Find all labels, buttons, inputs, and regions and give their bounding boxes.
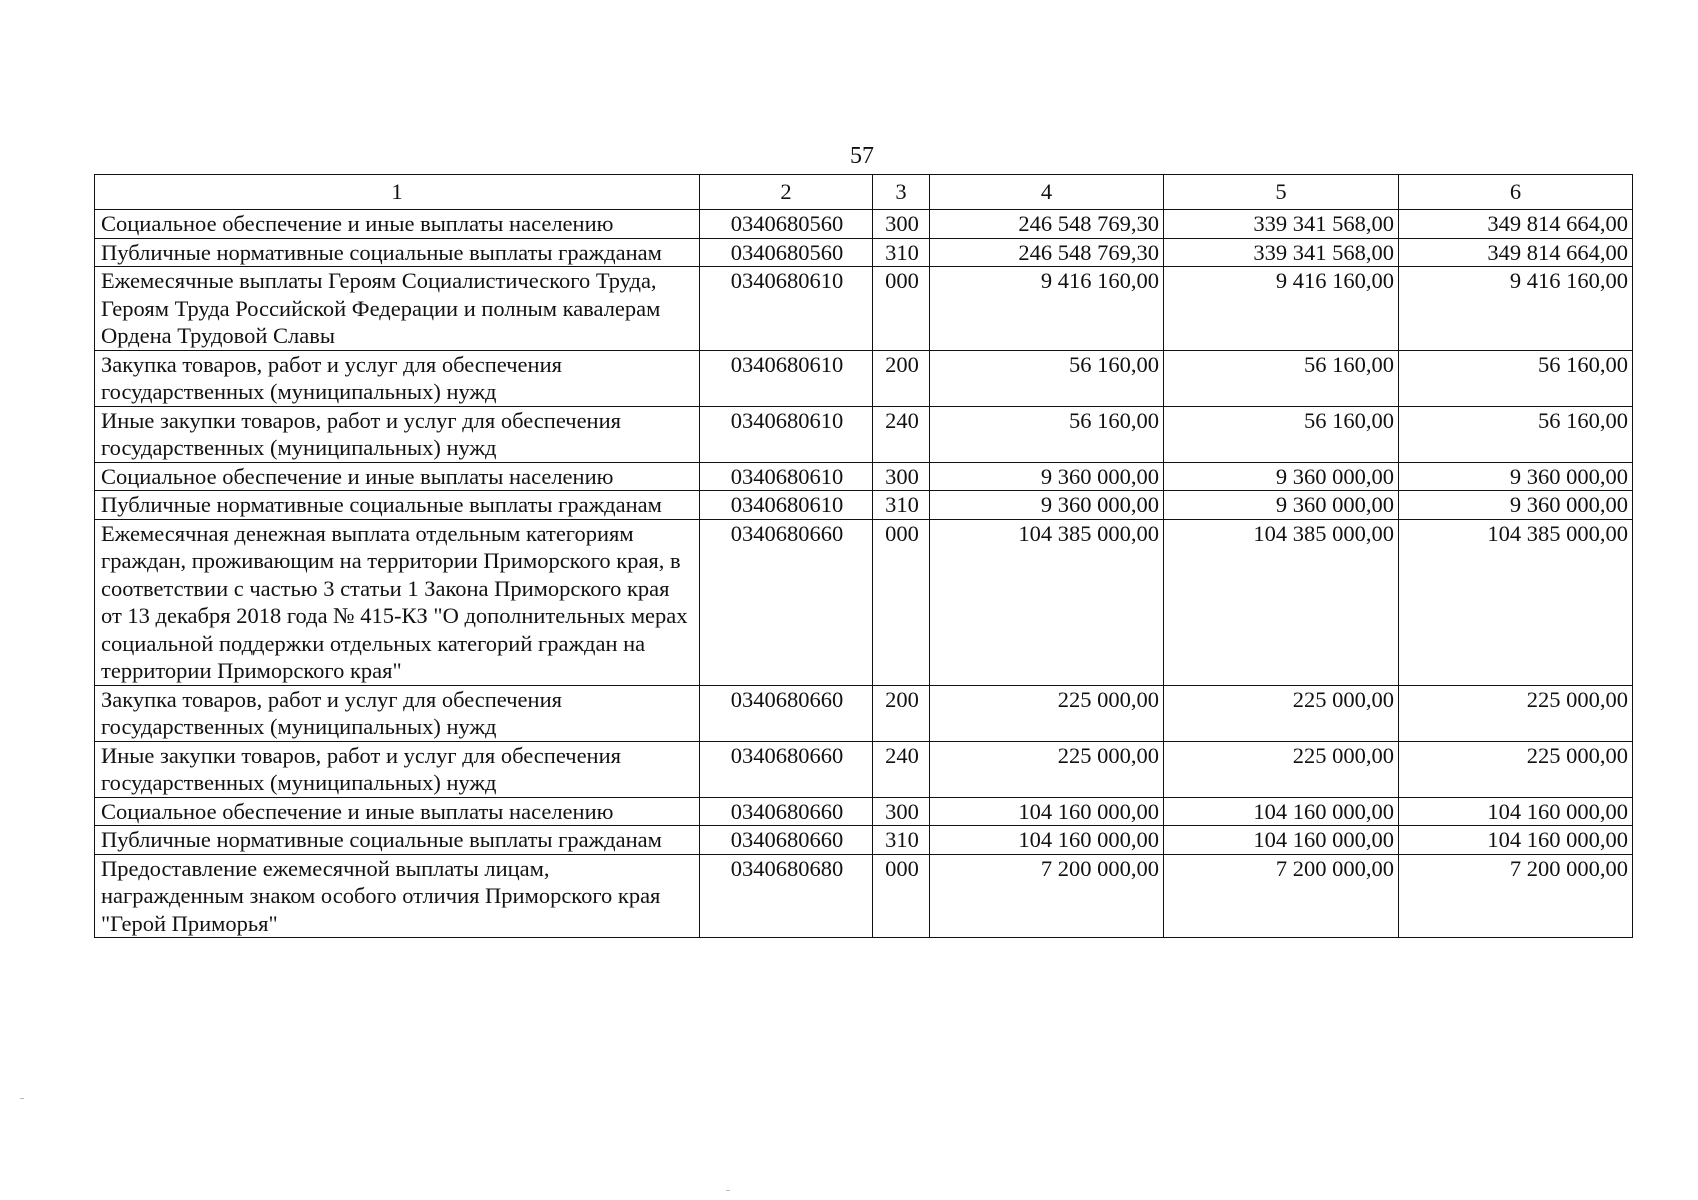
table-row xyxy=(95,462,1633,491)
amount-column-5: 56 160,00 xyxy=(1164,350,1399,406)
expense-type-code: 300 xyxy=(873,462,930,491)
budget-table-body xyxy=(95,175,1633,938)
expense-type-code: 240 xyxy=(873,741,930,797)
column-header-2: 2 xyxy=(700,175,873,210)
amount-column-5: 225 000,00 xyxy=(1164,741,1399,797)
amount-column-6: 349 814 664,00 xyxy=(1399,238,1633,267)
target-article-code: 0340680660 xyxy=(700,685,873,741)
expense-name: Публичные нормативные социальные выплаты гражданам xyxy=(95,491,700,520)
amount-column-4: 225 000,00 xyxy=(930,685,1164,741)
amount-column-6: 104 160 000,00 xyxy=(1399,797,1633,826)
target-article-code: 0340680680 xyxy=(700,854,873,938)
table-row xyxy=(95,854,1633,938)
table-row xyxy=(95,826,1633,855)
amount-column-5: 104 160 000,00 xyxy=(1164,797,1399,826)
amount-column-5: 9 416 160,00 xyxy=(1164,267,1399,351)
table-row xyxy=(95,491,1633,520)
scan-speck xyxy=(20,1098,24,1099)
amount-column-5: 56 160,00 xyxy=(1164,406,1399,462)
column-header-5: 5 xyxy=(1164,175,1399,210)
table-row xyxy=(95,210,1633,239)
expense-name: Социальное обеспечение и иные выплаты населению xyxy=(95,462,700,491)
target-article-code: 0340680660 xyxy=(700,741,873,797)
expense-name: Ежемесячная денежная выплата отдельным категориям граждан, проживающим на территории Приморского края, в соответствии с частью 3 статьи 1 Закона Приморского края от 13 декабря 2018 года № 415-КЗ "О дополнительных мерах социальной поддержки отдельных категорий граждан на территории Приморского края" xyxy=(95,519,700,685)
amount-column-4: 246 548 769,30 xyxy=(930,238,1164,267)
amount-column-4: 9 360 000,00 xyxy=(930,462,1164,491)
table-row xyxy=(95,238,1633,267)
amount-column-4: 56 160,00 xyxy=(930,350,1164,406)
column-header-6: 6 xyxy=(1399,175,1633,210)
amount-column-6: 104 385 000,00 xyxy=(1399,519,1633,685)
expense-type-code: 300 xyxy=(873,797,930,826)
page-number: 57 xyxy=(850,143,874,169)
expense-name: Закупка товаров, работ и услуг для обеспечения государственных (муниципальных) нужд xyxy=(95,350,700,406)
amount-column-5: 339 341 568,00 xyxy=(1164,238,1399,267)
expense-type-code: 000 xyxy=(873,854,930,938)
amount-column-6: 104 160 000,00 xyxy=(1399,826,1633,855)
amount-column-5: 9 360 000,00 xyxy=(1164,491,1399,520)
amount-column-4: 7 200 000,00 xyxy=(930,854,1164,938)
target-article-code: 0340680660 xyxy=(700,826,873,855)
amount-column-6: 225 000,00 xyxy=(1399,685,1633,741)
table-row xyxy=(95,406,1633,462)
expense-type-code: 310 xyxy=(873,826,930,855)
target-article-code: 0340680660 xyxy=(700,797,873,826)
expense-name: Публичные нормативные социальные выплаты гражданам xyxy=(95,238,700,267)
column-header-4: 4 xyxy=(930,175,1164,210)
expense-type-code: 000 xyxy=(873,267,930,351)
column-header-3: 3 xyxy=(873,175,930,210)
target-article-code: 0340680610 xyxy=(700,462,873,491)
expense-name: Ежемесячные выплаты Героям Социалистического Труда, Героям Труда Российской Федерации и полным кавалерам Ордена Трудовой Славы xyxy=(95,267,700,351)
target-article-code: 0340680560 xyxy=(700,238,873,267)
target-article-code: 0340680560 xyxy=(700,210,873,239)
amount-column-6: 7 200 000,00 xyxy=(1399,854,1633,938)
scan-speck xyxy=(726,1190,730,1191)
expense-type-code: 310 xyxy=(873,238,930,267)
amount-column-5: 7 200 000,00 xyxy=(1164,854,1399,938)
target-article-code: 0340680610 xyxy=(700,267,873,351)
table-row xyxy=(95,741,1633,797)
table-row xyxy=(95,350,1633,406)
expense-type-code: 240 xyxy=(873,406,930,462)
amount-column-5: 9 360 000,00 xyxy=(1164,462,1399,491)
amount-column-4: 9 416 160,00 xyxy=(930,267,1164,351)
amount-column-6: 225 000,00 xyxy=(1399,741,1633,797)
amount-column-5: 339 341 568,00 xyxy=(1164,210,1399,239)
expense-type-code: 200 xyxy=(873,350,930,406)
expense-name: Закупка товаров, работ и услуг для обеспечения государственных (муниципальных) нужд xyxy=(95,685,700,741)
target-article-code: 0340680610 xyxy=(700,350,873,406)
expense-name: Социальное обеспечение и иные выплаты населению xyxy=(95,797,700,826)
amount-column-4: 104 160 000,00 xyxy=(930,826,1164,855)
amount-column-4: 56 160,00 xyxy=(930,406,1164,462)
amount-column-6: 349 814 664,00 xyxy=(1399,210,1633,239)
amount-column-5: 104 385 000,00 xyxy=(1164,519,1399,685)
table-row xyxy=(95,685,1633,741)
amount-column-4: 225 000,00 xyxy=(930,741,1164,797)
target-article-code: 0340680660 xyxy=(700,519,873,685)
table-row xyxy=(95,519,1633,685)
budget-table xyxy=(94,174,1633,938)
amount-column-5: 225 000,00 xyxy=(1164,685,1399,741)
expense-name: Предоставление ежемесячной выплаты лицам, награжденным знаком особого отличия Приморского края "Герой Приморья" xyxy=(95,854,700,938)
amount-column-5: 104 160 000,00 xyxy=(1164,826,1399,855)
amount-column-4: 104 160 000,00 xyxy=(930,797,1164,826)
table-row xyxy=(95,267,1633,351)
expense-type-code: 300 xyxy=(873,210,930,239)
expense-type-code: 000 xyxy=(873,519,930,685)
amount-column-4: 9 360 000,00 xyxy=(930,491,1164,520)
expense-type-code: 200 xyxy=(873,685,930,741)
column-number-row xyxy=(95,175,1633,210)
expense-name: Иные закупки товаров, работ и услуг для обеспечения государственных (муниципальных) нужд xyxy=(95,406,700,462)
amount-column-6: 9 416 160,00 xyxy=(1399,267,1633,351)
amount-column-4: 104 385 000,00 xyxy=(930,519,1164,685)
expense-type-code: 310 xyxy=(873,491,930,520)
column-header-1: 1 xyxy=(95,175,700,210)
amount-column-6: 56 160,00 xyxy=(1399,406,1633,462)
target-article-code: 0340680610 xyxy=(700,406,873,462)
expense-name: Иные закупки товаров, работ и услуг для обеспечения государственных (муниципальных) нужд xyxy=(95,741,700,797)
amount-column-6: 9 360 000,00 xyxy=(1399,491,1633,520)
expense-name: Публичные нормативные социальные выплаты гражданам xyxy=(95,826,700,855)
target-article-code: 0340680610 xyxy=(700,491,873,520)
amount-column-6: 56 160,00 xyxy=(1399,350,1633,406)
table-row xyxy=(95,797,1633,826)
amount-column-6: 9 360 000,00 xyxy=(1399,462,1633,491)
expense-name: Социальное обеспечение и иные выплаты населению xyxy=(95,210,700,239)
amount-column-4: 246 548 769,30 xyxy=(930,210,1164,239)
